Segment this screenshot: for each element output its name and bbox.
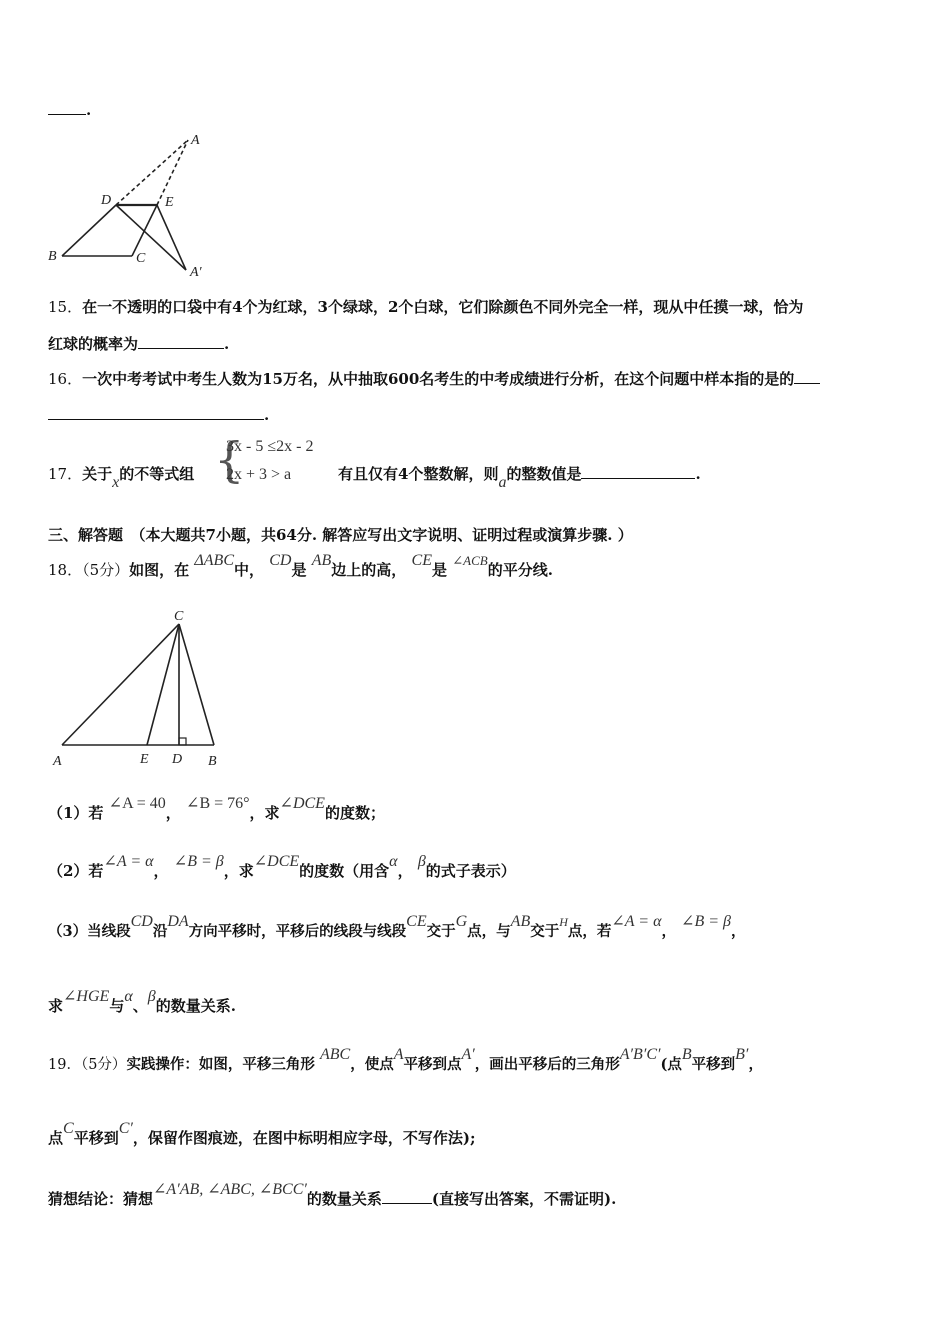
segment-ac: [62, 624, 179, 745]
q16-line1: 16．一次中考考试中考生人数为15万名，从中抽取600名考生的中考成绩进行分析，在这个问题中样本指的是的: [48, 368, 820, 389]
answer-blank: [794, 369, 820, 384]
q15-line1: 15．在一不透明的口袋中有4个为红球，3个绿球，2个白球，它们除颜色不同外完全一样，现从中任摸一球，恰为: [48, 298, 804, 316]
label-b: B: [48, 249, 57, 264]
q19-line1: 19．（5分）实践操作：如图，平移三角形 ABC，使点A平移到点A′，画出平移后的三角形A′B′C′(点B平移到B′，: [48, 1046, 763, 1073]
answer-blank: [581, 464, 695, 479]
section3-heading: 三、解答题 （本大题共7小题，共64分. 解答应写出文字说明、证明过程或演算步骤. ）: [48, 526, 633, 544]
segment-bd: [62, 205, 116, 256]
q18-part1: （1）若 ∠A = 40， ∠B = 76°，求∠DCE的度数；: [48, 795, 385, 822]
q15-line2: 红球的概率为 .: [48, 335, 230, 353]
label-e: E: [140, 752, 149, 767]
label-c: C: [136, 251, 146, 266]
top-answer-line: .: [48, 100, 91, 119]
dashed-da: [116, 140, 188, 205]
answer-blank: [48, 405, 264, 420]
q18-part3b: 求∠HGE与α、β的数量关系.: [48, 988, 236, 1015]
q19-line3: 猜想结论：猜想∠A′AB, ∠ABC, ∠BCC′的数量关系 (直接写出答案，不需证明).: [48, 1181, 617, 1208]
segment-ea2: [157, 205, 186, 270]
segment-da2: [116, 205, 186, 270]
answer-blank: [382, 1189, 432, 1204]
label-d: D: [101, 193, 112, 208]
q19-line2: 点C平移到C′，保留作图痕迹，在图中标明相应字母，不写作法);: [48, 1120, 476, 1147]
q18-part2: （2）若∠A = α， ∠B = β，求∠DCE的度数（用含α， β的式子表示）: [48, 853, 516, 880]
label-e: E: [165, 195, 174, 210]
label-a: A: [53, 754, 62, 769]
q18-stem: 18．（5分）如图，在 ΔABC中， CD是 AB边上的高， CE是 ∠ACB的平分线.: [48, 552, 553, 579]
inequality-system: { 3x - 5 ≤2x - 2 2x + 3 > a: [214, 432, 314, 488]
label-c: C: [174, 609, 184, 624]
label-d: D: [172, 752, 183, 767]
answer-blank: [138, 334, 224, 349]
label-a: A: [191, 133, 200, 148]
brace: {: [214, 432, 245, 488]
label-b: B: [208, 754, 217, 769]
q16-line2: .: [48, 405, 269, 424]
q17-line-rest: 有且仅有4个整数解，则a的整数值是 .: [338, 465, 701, 491]
q17-line: 17．关于x的不等式组: [48, 465, 195, 491]
answer-blank: [48, 100, 86, 115]
q14-figure: [44, 128, 214, 278]
label-a-prime: A′: [190, 265, 202, 278]
q18-part3: （3）当线段CD沿DA方向平移时，平移后的线段与线段CE交于G点，与AB交于$^H$点，若∠A = α， ∠B = β，: [48, 913, 746, 940]
segment-cb: [179, 624, 214, 745]
q18-figure: [48, 605, 228, 775]
segment-ce: [147, 624, 179, 745]
right-angle-mark: [179, 738, 186, 745]
